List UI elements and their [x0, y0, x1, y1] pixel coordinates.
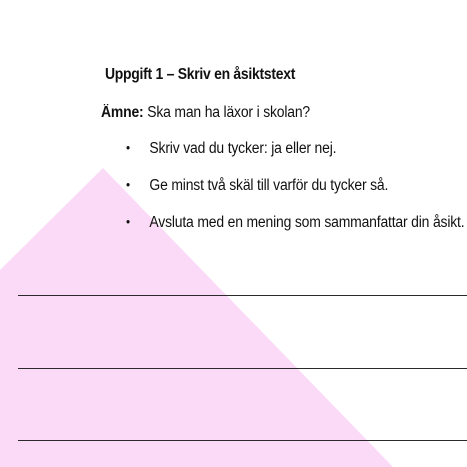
- instruction-item: [126, 177, 388, 195]
- task-title: Uppgift 1 – Skriv en åsiktstext: [105, 66, 296, 83]
- instruction-item: [126, 214, 464, 232]
- topic-line: [101, 104, 310, 122]
- answer-line[interactable]: [18, 440, 467, 441]
- instruction-item: [126, 140, 336, 158]
- answer-line[interactable]: [18, 368, 467, 369]
- bullet-icon: •: [126, 140, 130, 155]
- bullet-icon: •: [126, 177, 130, 192]
- instruction-text: Avsluta med en mening som sammanfattar din åsikt.: [149, 214, 465, 231]
- instruction-text: Ge minst två skäl till varför du tycker så.: [149, 177, 389, 194]
- bullet-icon: •: [126, 214, 130, 229]
- answer-line[interactable]: [18, 295, 467, 296]
- instruction-text: Skriv vad du tycker: ja eller nej.: [149, 140, 337, 157]
- topic-label: Ämne:: [101, 104, 144, 121]
- topic-text: Ska man ha läxor i skolan?: [143, 104, 311, 121]
